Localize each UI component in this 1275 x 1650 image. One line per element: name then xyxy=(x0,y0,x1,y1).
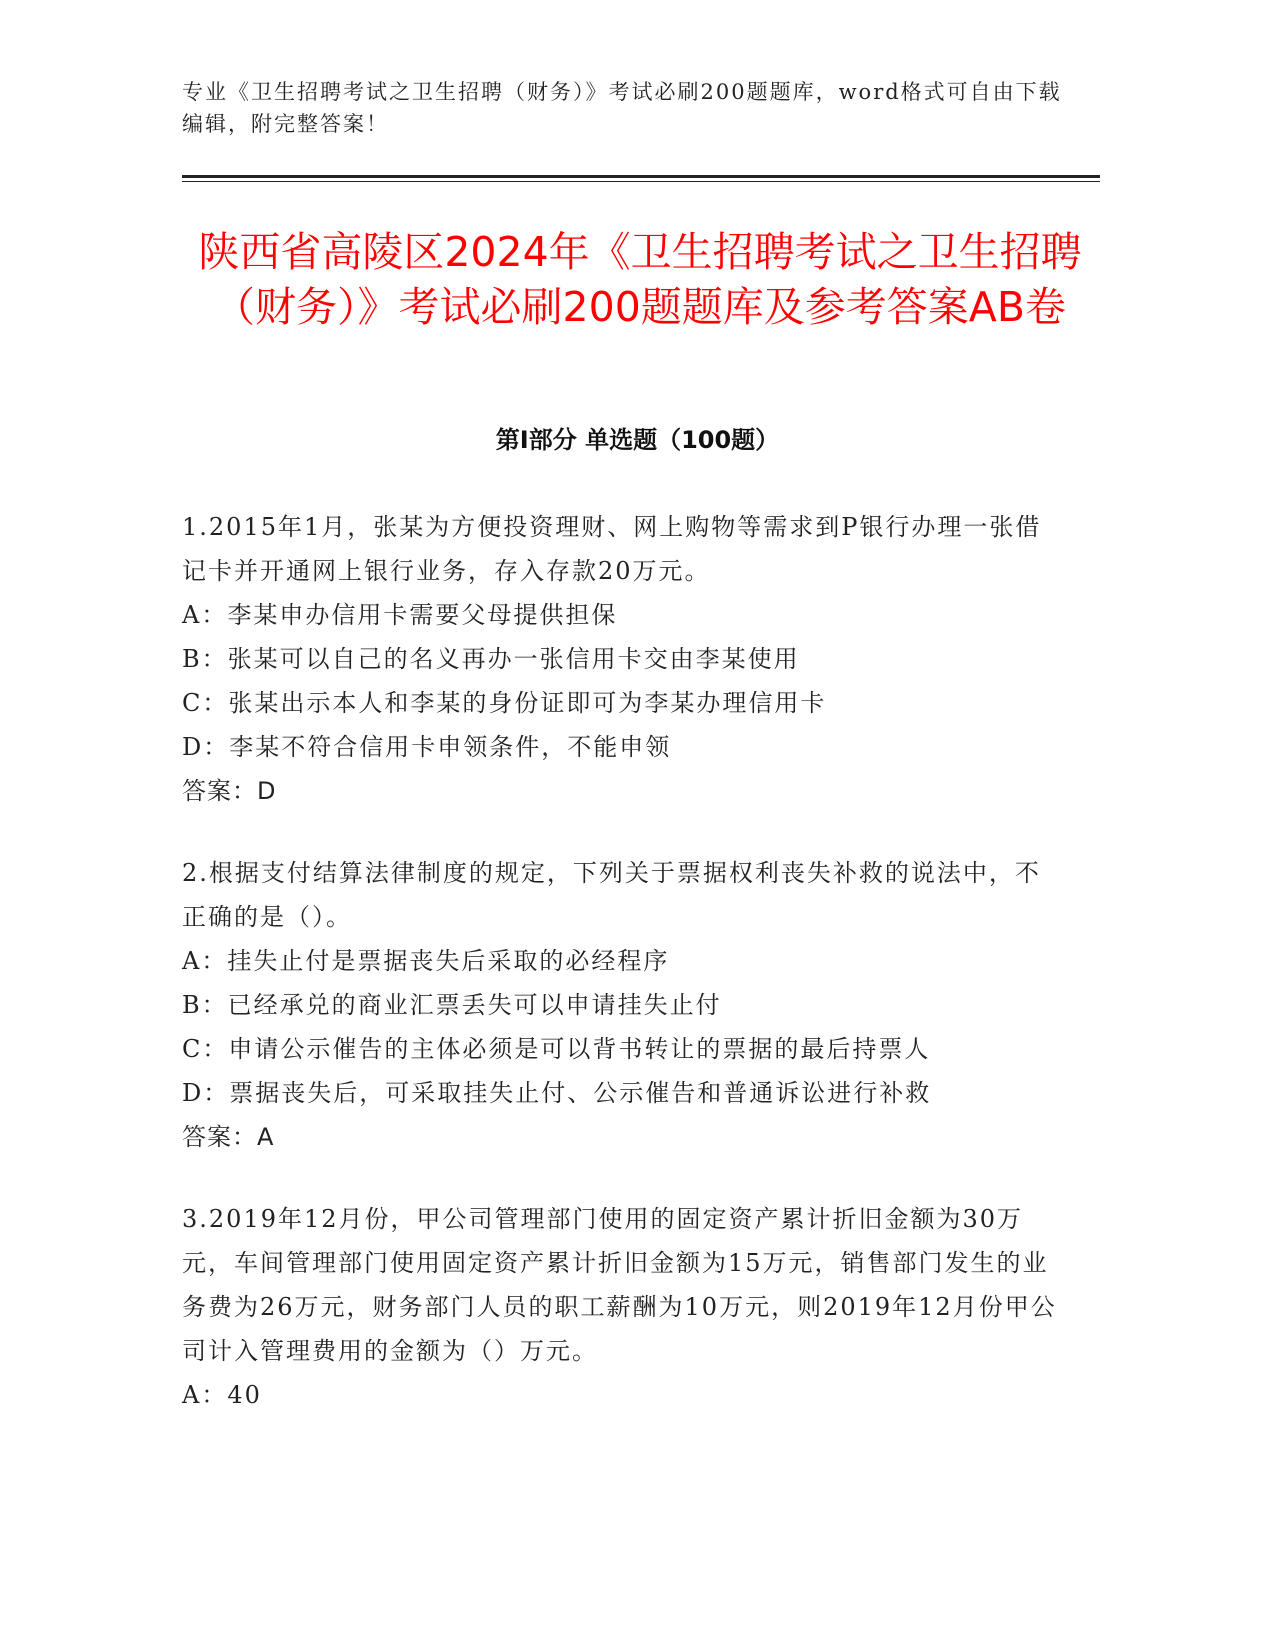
option-a: A：李某申办信用卡需要父母提供担保 xyxy=(182,601,618,629)
question-1 xyxy=(182,505,1062,813)
question-2 xyxy=(182,851,1062,1159)
option-c: C：申请公示催告的主体必须是可以背书转让的票据的最后持票人 xyxy=(182,1035,931,1063)
document-title: 陕西省高陵区2024年《卫生招聘考试之卫生招聘（财务）》考试必刷200题题库及参考答案AB卷 xyxy=(198,228,1082,331)
question-stem: 1.2015年1月，张某为方便投资理财、网上购物等需求到P银行办理一张借记卡并开通网上银行业务，存入存款20万元。 xyxy=(182,513,1042,585)
question-stem: 2.根据支付结算法律制度的规定，下列关于票据权利丧失补救的说法中，不正确的是（）。 xyxy=(182,859,1041,931)
option-d: D：李某不符合信用卡申领条件，不能申领 xyxy=(182,733,672,761)
option-c: C：张某出示本人和李某的身份证即可为李某办理信用卡 xyxy=(182,689,827,717)
answer: 答案：D xyxy=(182,777,277,805)
option-b: B：已经承兑的商业汇票丢失可以申请挂失止付 xyxy=(182,991,722,1019)
answer: 答案：A xyxy=(182,1123,275,1151)
option-a: A：挂失止付是票据丧失后采取的必经程序 xyxy=(182,947,670,975)
option-d: D：票据丧失后，可采取挂失止付、公示催告和普通诉讼进行补救 xyxy=(182,1079,932,1107)
header-rule-thin xyxy=(182,181,1100,182)
option-b: B：张某可以自己的名义再办一张信用卡交由李某使用 xyxy=(182,645,800,673)
section-heading: 第I部分 单选题（100题） xyxy=(495,426,780,454)
header-rule-thick xyxy=(182,175,1100,178)
question-stem: 3.2019年12月份，甲公司管理部门使用的固定资产累计折旧金额为30万元，车间管理部门使用固定资产累计折旧金额为15万元，销售部门发生的业务费为26万元，财务部门人员的职工薪酬为10万元，则2019年12月份甲公司计入管理费用的金额为（）万元。 xyxy=(182,1205,1057,1365)
question-3 xyxy=(182,1197,1062,1417)
header-note: 专业《卫生招聘考试之卫生招聘（财务）》考试必刷200题题库，word格式可自由下载编辑，附完整答案！ xyxy=(182,80,1062,136)
option-a: A：40 xyxy=(182,1381,262,1409)
question-list xyxy=(182,505,1062,1455)
